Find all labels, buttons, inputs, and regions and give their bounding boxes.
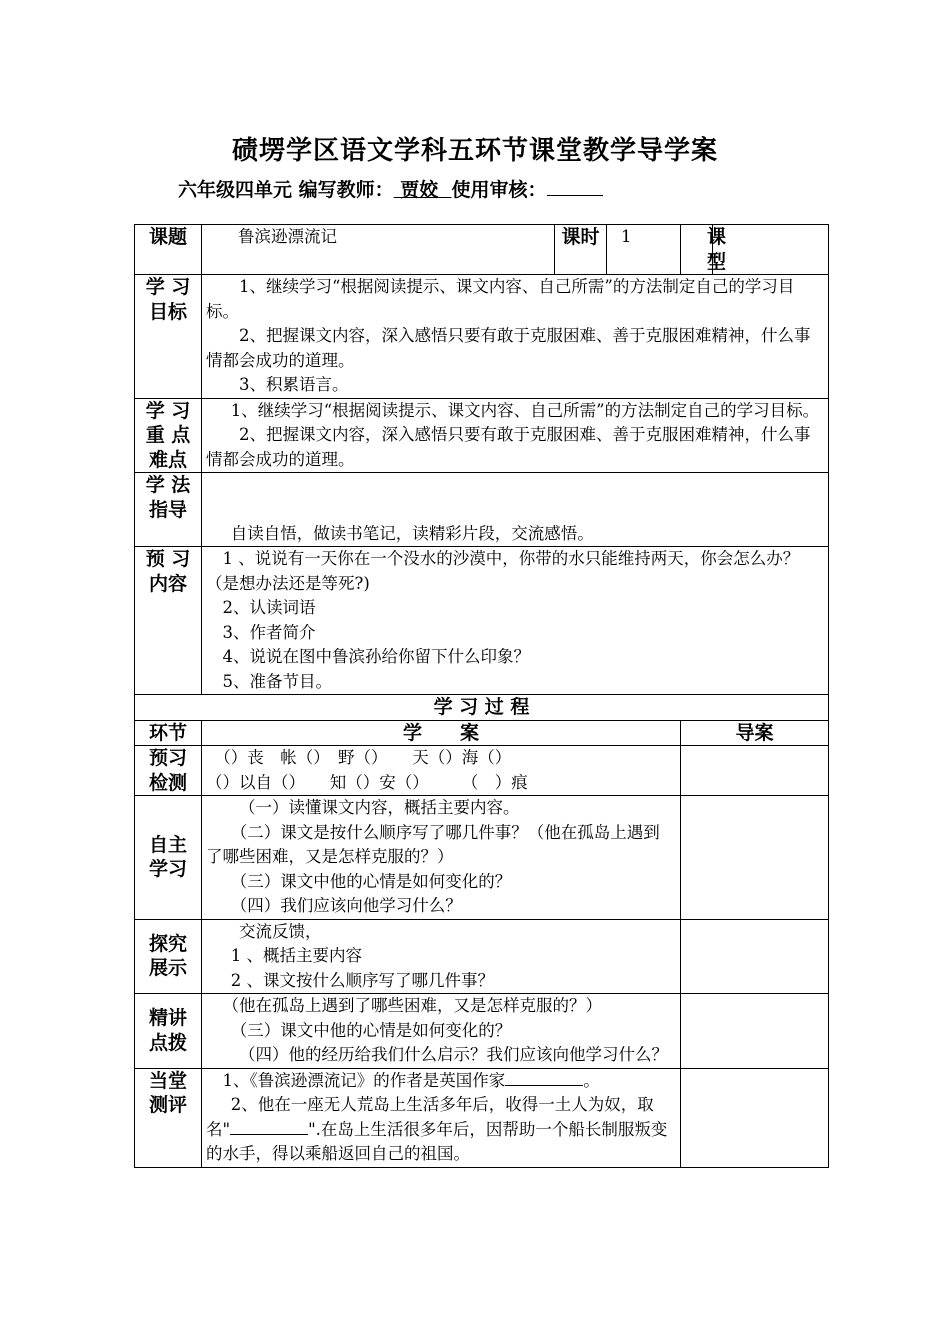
preview-item: 1 、说说有一天你在一个没水的沙漠中，你带的水只能维持两天，你会怎么办？（是想办法还是等死?)	[206, 549, 800, 593]
grade-unit: 六年级四单元	[178, 179, 293, 201]
plan-content	[202, 796, 681, 920]
goal-item: 1、继续学习“根据阅读提示、课文内容、自己所需”的方法制定自己的学习目标。	[206, 277, 795, 321]
process-row	[135, 994, 829, 1069]
quiz-question-2: 2、他在一座无人荒岛上生活多年后，收得一土人为奴，取名" ".在岛上生活很多年后，因帮助一个船长制服叛变的水手，得以乘船返回自己的祖国。	[206, 1095, 668, 1163]
goal-item: 3、积累语言。	[239, 375, 349, 394]
plan-line: 交流反馈，	[239, 921, 322, 941]
process-header-row	[135, 720, 829, 746]
key-points-label: 学 习 重 点 难点	[135, 398, 202, 473]
guide-content	[681, 994, 829, 1069]
type-value	[713, 225, 829, 275]
key-point-item: 2、把握课文内容，深入感悟只要有敢于克服困难、善于克服困难精神，什么事情都会成功的道理。	[206, 425, 811, 469]
stage-label: 精讲 点拨	[135, 994, 202, 1069]
process-title: 学 习 过 程	[135, 695, 829, 721]
answer-blank[interactable]	[230, 1118, 308, 1135]
plan-content	[202, 1068, 681, 1167]
author-label: 编写教师：	[298, 179, 394, 201]
plan-line: （）丧 帐（） 野（） 天（）海（）	[214, 748, 512, 767]
plan-line: （他在孤岛上遇到了哪些困难，又是怎样克服的？）	[222, 996, 602, 1015]
stage-label: 探究 展示	[135, 919, 202, 994]
method-text: 自读自悟，做读书笔记，读精彩片段，交流感悟。	[230, 523, 594, 543]
plan-line: （三）课文中他的心情是如何变化的？	[230, 1020, 512, 1040]
period-label: 课时	[555, 225, 607, 275]
plan-line: （）以自（） 知（）安（） （ ）痕	[206, 772, 528, 792]
review-label: 使用审核：	[451, 179, 547, 201]
page-title: 碛塄学区语文学科五环节课堂教学导学案	[231, 136, 718, 166]
method-content	[202, 473, 829, 547]
process-row	[135, 1068, 829, 1167]
type-label: 课型	[681, 225, 713, 275]
quiz-question-1: 1、《鲁滨逊漂流记》的作者是英国作家 。	[222, 1070, 600, 1090]
goal-item: 2、把握课文内容，深入感悟只要有敢于克服困难、善于克服困难精神，什么事情都会成功的道理。	[206, 326, 811, 370]
preview-content	[202, 547, 829, 695]
stage-label: 自主 学习	[135, 796, 202, 920]
plan-content	[202, 994, 681, 1069]
col-stage-header: 环节	[135, 720, 202, 746]
guide-content	[681, 796, 829, 920]
goals-row	[135, 275, 829, 399]
lesson-plan-table	[134, 224, 829, 1168]
plan-line: 1 、概括主要内容	[230, 946, 362, 965]
method-row	[135, 473, 829, 547]
preview-item: 3、作者简介	[222, 622, 316, 642]
topic-row	[135, 225, 829, 275]
guide-content	[681, 919, 829, 994]
subtitle-line	[178, 175, 603, 202]
review-blank[interactable]	[547, 177, 603, 196]
plan-line: （四）我们应该向他学习什么？	[230, 896, 462, 915]
process-row	[135, 746, 829, 796]
stage-label: 当堂 测评	[135, 1068, 202, 1167]
guide-content	[681, 1068, 829, 1167]
plan-content	[202, 746, 681, 796]
plan-line: （三）课文中他的心情是如何变化的？	[230, 871, 512, 891]
topic-label: 课题	[135, 225, 202, 275]
preview-item: 5、准备节目。	[222, 671, 332, 691]
key-point-item: 1、继续学习“根据阅读提示、课文内容、自己所需”的方法制定自己的学习目标。	[230, 400, 820, 420]
topic-value: 鲁滨逊漂流记	[202, 225, 555, 275]
goals-label: 学 习 目标	[135, 275, 202, 399]
preview-item: 4、说说在图中鲁滨孙给你留下什么印象？	[222, 647, 530, 666]
period-value: 1	[607, 225, 681, 275]
process-row	[135, 796, 829, 920]
plan-content	[202, 919, 681, 994]
guide-content	[681, 746, 829, 796]
plan-line: （一）读懂课文内容，概括主要内容。	[239, 798, 520, 817]
plan-line: 2 、课文按什么顺序写了哪几件事？	[230, 970, 494, 990]
preview-item: 2、认读词语	[222, 598, 316, 617]
process-title-row	[135, 695, 829, 721]
col-guide-header: 导案	[681, 720, 829, 746]
process-row	[135, 919, 829, 994]
plan-line: （二）课文是按什么顺序写了哪几件事？（他在孤岛上遇到了哪些困难，又是怎样克服的？）	[206, 822, 660, 866]
preview-label: 预 习 内容	[135, 547, 202, 695]
answer-blank[interactable]	[505, 1069, 583, 1086]
goals-content	[202, 275, 829, 399]
key-points-row	[135, 398, 829, 473]
stage-label: 预习 检测	[135, 746, 202, 796]
plan-line: （四）他的经历给我们什么启示？我们应该向他学习什么？	[239, 1045, 668, 1064]
author-name: 贾姣	[400, 179, 439, 201]
preview-row	[135, 547, 829, 695]
col-plan-header: 学 案	[202, 720, 681, 746]
key-points-content	[202, 398, 829, 473]
method-label: 学 法 指导	[135, 473, 202, 547]
